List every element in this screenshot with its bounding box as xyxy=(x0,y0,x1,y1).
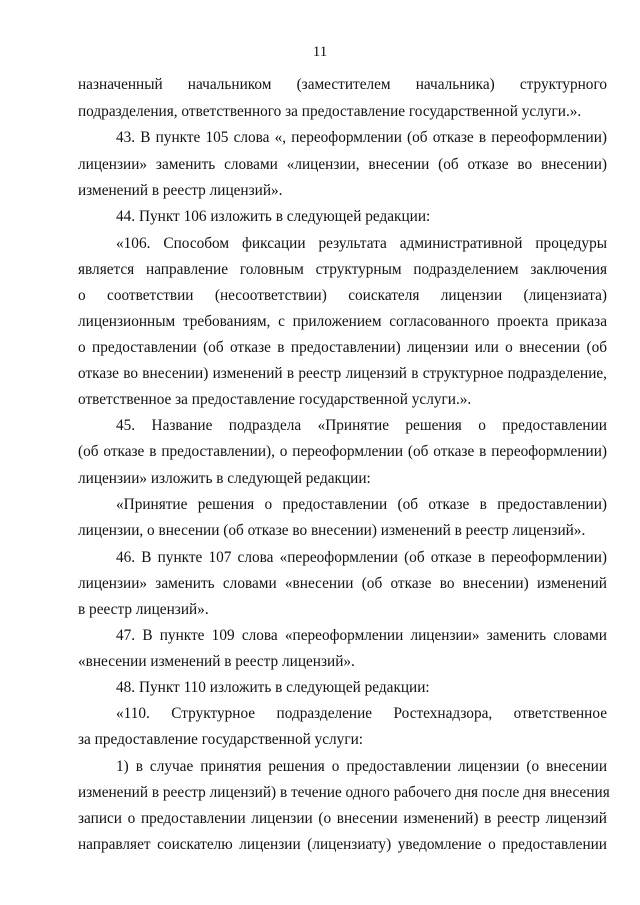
text-line: лицензии, о внесении (об отказе во внесении) изменений в реестр лицензий». xyxy=(78,522,586,539)
text-line: отказе во внесении) изменений в реестр лицензий в структурное подразделение, xyxy=(78,365,607,382)
text-line: (об отказе в предоставлении), о переоформлении (об отказе в переоформлении) xyxy=(78,443,607,460)
subsection-title-line: «Принятие решения о предоставлении (об отказе в предоставлении) xyxy=(116,496,607,513)
text-line: «внесении изменений в реестр лицензий». xyxy=(78,653,355,670)
text-line: ответственное за предоставление государственной услуги.». xyxy=(78,391,472,408)
text-line: лицензии» изложить в следующей редакции: xyxy=(78,470,371,487)
paragraph-48-line: 48. Пункт 110 изложить в следующей редакции: xyxy=(116,679,430,696)
text-line: лицензии» заменить словами «лицензии, внесении (об отказе во внесении) xyxy=(78,156,607,173)
text-line: о соответствии (несоответствии) соискателя лицензии (лицензиата) xyxy=(78,287,607,304)
list-item-1-line: 1) в случае принятия решения о предоставлении лицензии (о внесении xyxy=(116,758,607,775)
text-line: направляет соискателю лицензии (лицензиату) уведомление о предоставлении xyxy=(78,836,607,853)
text-line: изменений в реестр лицензий) в течение одного рабочего дня после дня внесения xyxy=(78,784,610,801)
paragraph-46-line: 46. В пункте 107 слова «переоформлении (об отказе в переоформлении) xyxy=(116,549,607,566)
text-line: изменений в реестр лицензий». xyxy=(78,182,283,199)
paragraph-47-line: 47. В пункте 109 слова «переоформлении лицензии» заменить словами xyxy=(116,627,607,644)
text-line: назначенный начальником (заместителем начальника) структурного xyxy=(78,76,607,93)
text-line: в реестр лицензий». xyxy=(78,601,209,618)
text-line: лицензии» заменить словами «внесении (об отказе во внесении) изменений xyxy=(78,575,607,592)
paragraph-43-line: 43. В пункте 105 слова «, переоформлении (об отказе в переоформлении) xyxy=(116,129,607,146)
paragraph-45-line: 45. Название подраздела «Принятие решения о предоставлении xyxy=(116,417,607,434)
text-line: лицензионным требованиям, с приложением согласованного проекта приказа xyxy=(78,313,607,330)
text-line: подразделения, ответственного за предоставление государственной услуги.». xyxy=(78,103,582,120)
paragraph-106-line: «106. Способом фиксации результата административной процедуры xyxy=(116,235,607,252)
paragraph-110-line: «110. Структурное подразделение Ростехнадзора, ответственное xyxy=(116,705,607,722)
paragraph-44-line: 44. Пункт 106 изложить в следующей редакции: xyxy=(116,208,431,225)
text-line: за предоставление государственной услуги: xyxy=(78,731,364,748)
text-line: записи о предоставлении лицензии (о внесении изменений) в реестр лицензий xyxy=(78,810,607,827)
page-number: 11 xyxy=(312,44,328,60)
text-line: является направление головным структурным подразделением заключения xyxy=(78,261,607,278)
text-line: о предоставлении (об отказе в предоставлении) лицензии или о внесении (об xyxy=(78,339,607,356)
